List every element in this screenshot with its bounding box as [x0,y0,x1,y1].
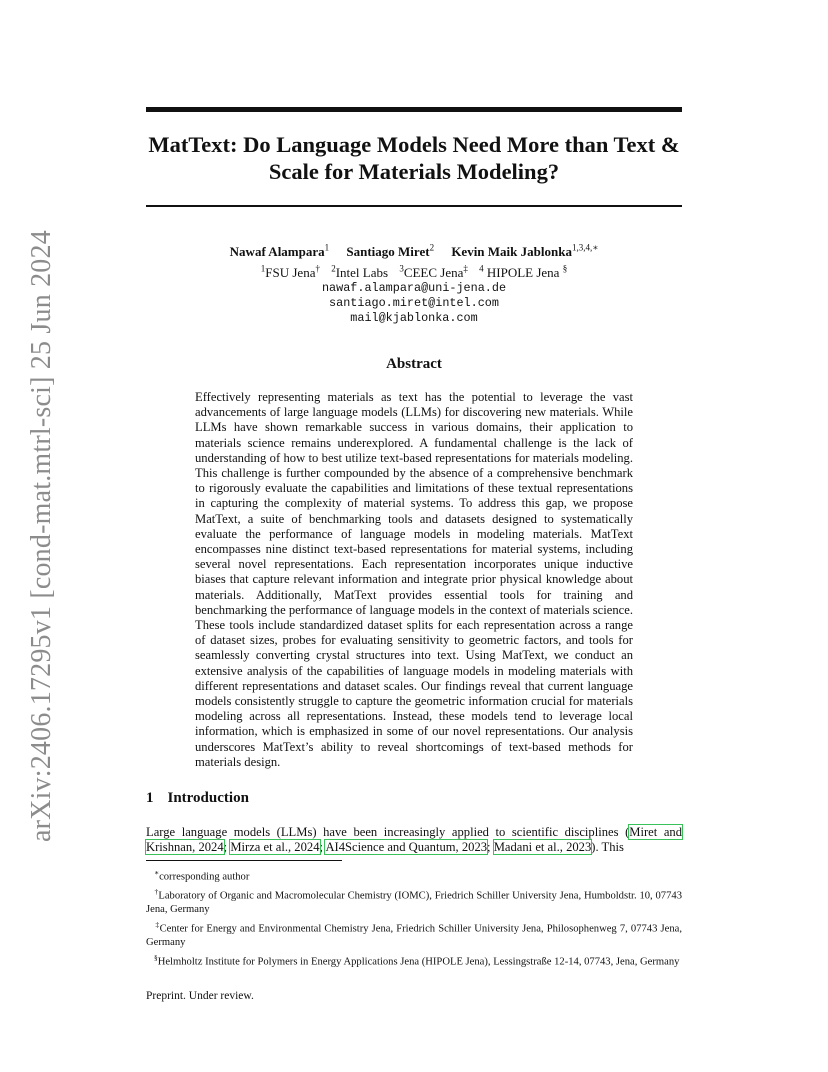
abstract-heading: Abstract [386,356,442,372]
affiliation: $^3$CEEC Jena‡ [399,263,468,280]
citation-link[interactable]: Madani et al., 2023 [493,840,592,855]
email: mail@kjablonka.com [350,310,478,325]
title-top-rule [146,107,682,112]
author-names [146,240,682,260]
footnote: §Helmholtz Institute for Polymers in Energy Applications Jena (HIPOLE Jena), Lessingstraße 12-14, 07743, Jena, Germany [153,952,680,968]
email: nawaf.alampara@uni-jena.de [321,280,507,295]
author: Kevin Maik Jablonka$^{1,3,4,∗}$ [451,243,599,260]
author: Santiago Miret$^2$ [346,243,435,260]
paper-title: MatText: Do Language Models Need More than Text & Scale for Materials Modeling? [148,132,680,184]
affiliations [146,260,682,280]
footnote-rule [146,860,342,861]
intro-paragraph: Large language models (LLMs) have been increasingly applied to scientific disciplines (Miret and Krishnan, 2024; Mirza et al., 2024; AI4Science and Quantum, 2023; Madani et al., 2023). This [146,825,682,855]
abstract-text: Effectively representing materials as text has the potential to leverage the vast advancements of large language models (LLMs) for discovering new materials. While LLMs have shown remarkable success in various domains, their application to materials science remains underexplored. A fundamental challenge is the lack of understanding of how to best utilize text-based representations for materials modeling. This challenge is further compounded by the absence of a comprehensive benchmark to rigorously evaluate the capabilities and limitations of these textual representations in capturing the complexity of material systems. To address this gap, we propose MatText, a suite of benchmarking tools and datasets designed to systematically evaluate the performance of language models in modeling materials. MatText encompasses nine distinct text-based representations for material systems, including several novel representations. Each representation incorporates unique inductive biases that capture relevant information and integrate prior physical knowledge about materials. Additionally, MatText provides essential tools for training and benchmarking the performance of language models in the context of materials science. These tools include standardized dataset splits for each representation across a range of dataset sizes, probes for evaluating sensitivity to geometric factors, and tools for seamlessly converting crystal structures into text. Using MatText, we conduct an extensive analysis of the capabilities of language models in modeling materials with different representations and dataset scales. Our findings reveal that current language models consistently struggle to capture the geometric information crucial for materials modeling across all representations. Instead, these models tend to leverage local information, which is emphasized in some of our novel representations. Our analysis underscores MatText’s ability to reveal shortcomings of text-based methods for materials design. [195,390,633,769]
citation-link[interactable]: Mirza et al., 2024 [230,840,320,855]
preprint-footer: Preprint. Under review. [146,990,254,1002]
footnote: ∗corresponding author [153,868,250,883]
footnotes [146,866,682,969]
affiliation: $^1$FSU Jena† [260,263,320,280]
affiliation: $^4$ HIPOLE Jena § [479,263,568,280]
arxiv-stamp: arXiv:2406.17295v1 [cond-mat.mtrl-sci] 25 Jun 2024 [26,230,57,842]
footnote: †Laboratory of Organic and Macromolecular Chemistry (IOMC), Friedrich Schiller University Jena, Humboldstr. 10, 07743 Jena, Germany [146,886,682,916]
affiliation: $^2$Intel Labs [331,263,389,280]
section-heading: 1 Introduction [146,790,249,806]
citation-link[interactable]: Miret and Krishnan, 2024 [146,825,682,855]
citation-link[interactable]: AI4Science and Quantum, 2023 [325,840,488,855]
email: santiago.miret@intel.com [329,295,499,310]
title-bottom-rule [146,205,682,207]
author-block [146,240,682,326]
footnote: ‡Center for Energy and Environmental Chemistry Jena, Friedrich Schiller University Jena, Philosophenweg 7, 07743 Jena, Germany [146,919,682,949]
author: Nawaf Alampara$^1$ [229,243,330,260]
